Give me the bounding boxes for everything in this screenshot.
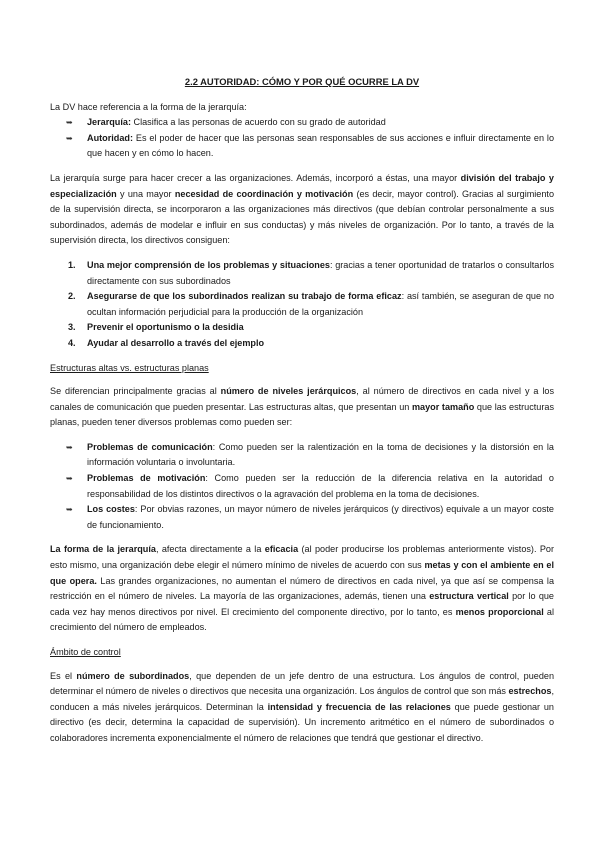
arrow-bullet-icon: ➥ xyxy=(66,133,73,143)
text-run: al crecimiento del número de empleados. xyxy=(50,606,555,633)
intro-list xyxy=(50,115,554,162)
bold-run: eficacia xyxy=(264,544,299,555)
text-run: : así también, se aseguran de que no ocultan información perjudicial para la producción de la organización xyxy=(87,291,554,317)
definition: : Por obvias razones, un mayor número de niveles jerárquicos (y directivos) equivale a un mayor coste de funcionamiento. xyxy=(87,504,554,530)
term: Problemas de motivación xyxy=(87,473,206,484)
subheading-ambito: Ámbito de control xyxy=(50,647,121,657)
section-title: 2.2 AUTORIDAD: CÓMO Y POR QUÉ OCURRE LA DV xyxy=(184,76,420,87)
list-item xyxy=(50,258,554,289)
term: Los costes xyxy=(87,504,135,515)
text-run: , afecta directamente a la xyxy=(155,544,265,555)
text-run: (al poder producirse los problemas anteriormente vistos). Por esto mismo, una organización debe elegir el número mínimo de niveles de acuerdo con sus xyxy=(50,544,555,571)
definition: : Como pueden ser la ralentización en la toma de decisiones y la distorsión en la información voluntaria o involuntaria. xyxy=(87,441,554,468)
arrow-bullet-icon: ➥ xyxy=(66,118,73,128)
term: Problemas de comunicación xyxy=(87,441,213,452)
definition: Clasifica a las personas de acuerdo con su grado de autoridad xyxy=(130,117,386,128)
paragraph-ambito xyxy=(50,669,554,747)
bold-run: mayor tamaño xyxy=(411,401,475,412)
document-body xyxy=(50,74,554,747)
bold-run: La forma de la jerarquía xyxy=(50,544,156,555)
text-run: (es decir, mayor control). Gracias al surgimiento de la supervisión directa, se incorporaron a las organizaciones más directivos (que debían controlar personalmente a sus subordinados, además de modelar e influir en sus conductas) y más niveles de organización. Por lo tanto, a través de la supervisión directa, los directivos consiguen: xyxy=(50,188,555,246)
bold-run: Ayudar al desarrollo a través del ejemplo xyxy=(87,337,265,348)
list-item xyxy=(50,502,554,533)
text-run: Las grandes organizaciones, no aumentan el número de directivos en cada nivel, ya que así se compensa la restricción en el número de niveles. La mayoría de las organizaciones, además, tienen una xyxy=(50,575,554,602)
text-run: : gracias a tener oportunidad de tratarlos o consultarlos directamente con sus subordinados xyxy=(87,259,554,286)
text-run: La jerarquía surge para hacer crecer a las organizaciones. Además, incorporó a éstas, una mayor xyxy=(50,172,461,183)
arrow-bullet-icon: ➥ xyxy=(66,505,73,515)
text-run: , que dependen de un jefe dentro de una estructura. Los ángulos de control, pueden determinar el número de niveles o directivos que necesita una organización. Los ángulos de control que son más xyxy=(50,670,555,697)
bold-run: Una mejor comprensión de los problemas y situaciones xyxy=(87,259,330,270)
bold-run: división del trabajo y especialización xyxy=(50,172,554,199)
bold-run: número de subordinados xyxy=(76,670,190,681)
paragraph-estructuras xyxy=(50,384,554,431)
text-run: por lo que cada vez hay menos directivos por nivel. El crecimiento del componente directivo, por lo tanto, es xyxy=(50,591,554,617)
subheading-estructuras: Estructuras altas vs. estructuras planas xyxy=(50,362,209,373)
definition: : Como pueden ser la reducción de la diferencia relativa en la autoridad o responsabilidad de los distintos directivos o la agravación del problema en la toma de decisiones. xyxy=(87,473,554,499)
bold-run: Prevenir el oportunismo o la desidia xyxy=(87,322,244,333)
text-run: y una mayor xyxy=(116,188,175,199)
text-run: que puede gestionar un directivo (es decir, determina la capacidad de supervisión). Un incremento aritmético en el número de subordinados o colaboradores incrementa exponencialmente el número de relaciones que tendrá que gestionar el directivo. xyxy=(50,701,554,743)
bold-run: menos proporcional xyxy=(455,606,544,617)
numbered-list xyxy=(50,258,554,352)
term: Jerarquía: xyxy=(87,117,131,128)
list-item xyxy=(50,336,554,352)
item-number: 2. xyxy=(68,291,76,302)
list-item xyxy=(50,131,554,162)
bold-run: Asegurarse de que los subordinados realizan su trabajo de forma eficaz xyxy=(87,291,402,302)
list-item xyxy=(50,320,554,336)
bold-run: necesidad de coordinación y motivación xyxy=(174,188,354,199)
bold-run: intensidad y frecuencia de las relaciones xyxy=(267,701,451,712)
text-run: , al número de directivos en cada nivel y a los canales de comunicación que pueden presentar. Las estructuras altas, que presentan un xyxy=(50,386,554,412)
bold-run: estrechos xyxy=(508,686,552,697)
text-run: que las estructuras planas, pueden tener diversos problemas como pueden ser: xyxy=(50,401,555,428)
list-item xyxy=(50,440,554,471)
text-run: , conducen a más niveles jerárquicos. Determinan la xyxy=(50,686,554,712)
intro-paragraph: La DV hace referencia a la forma de la jerarquía: xyxy=(50,101,247,112)
term: Autoridad: xyxy=(87,132,133,143)
list-item xyxy=(50,471,554,502)
text-run: Es el xyxy=(50,670,77,681)
text-run: Se diferencian principalmente gracias al xyxy=(50,386,221,397)
bold-run: número de niveles jerárquicos xyxy=(220,386,357,397)
problems-list xyxy=(50,440,554,534)
item-number: 1. xyxy=(68,259,76,270)
bold-run: estructura vertical xyxy=(429,591,509,602)
paragraph-jerarquia xyxy=(50,171,554,249)
item-number: 4. xyxy=(68,337,76,348)
item-number: 3. xyxy=(68,322,76,333)
definition: Es el poder de hacer que las personas sean responsables de sus acciones e influir directamente en lo que hacen y en cómo lo hacen. xyxy=(87,132,554,159)
list-item xyxy=(50,289,554,320)
paragraph-forma-jerarquia xyxy=(50,542,554,636)
list-item xyxy=(50,115,554,131)
bold-run: metas y con el ambiente en el que opera. xyxy=(50,560,554,586)
arrow-bullet-icon: ➥ xyxy=(66,474,73,484)
arrow-bullet-icon: ➥ xyxy=(66,442,73,452)
